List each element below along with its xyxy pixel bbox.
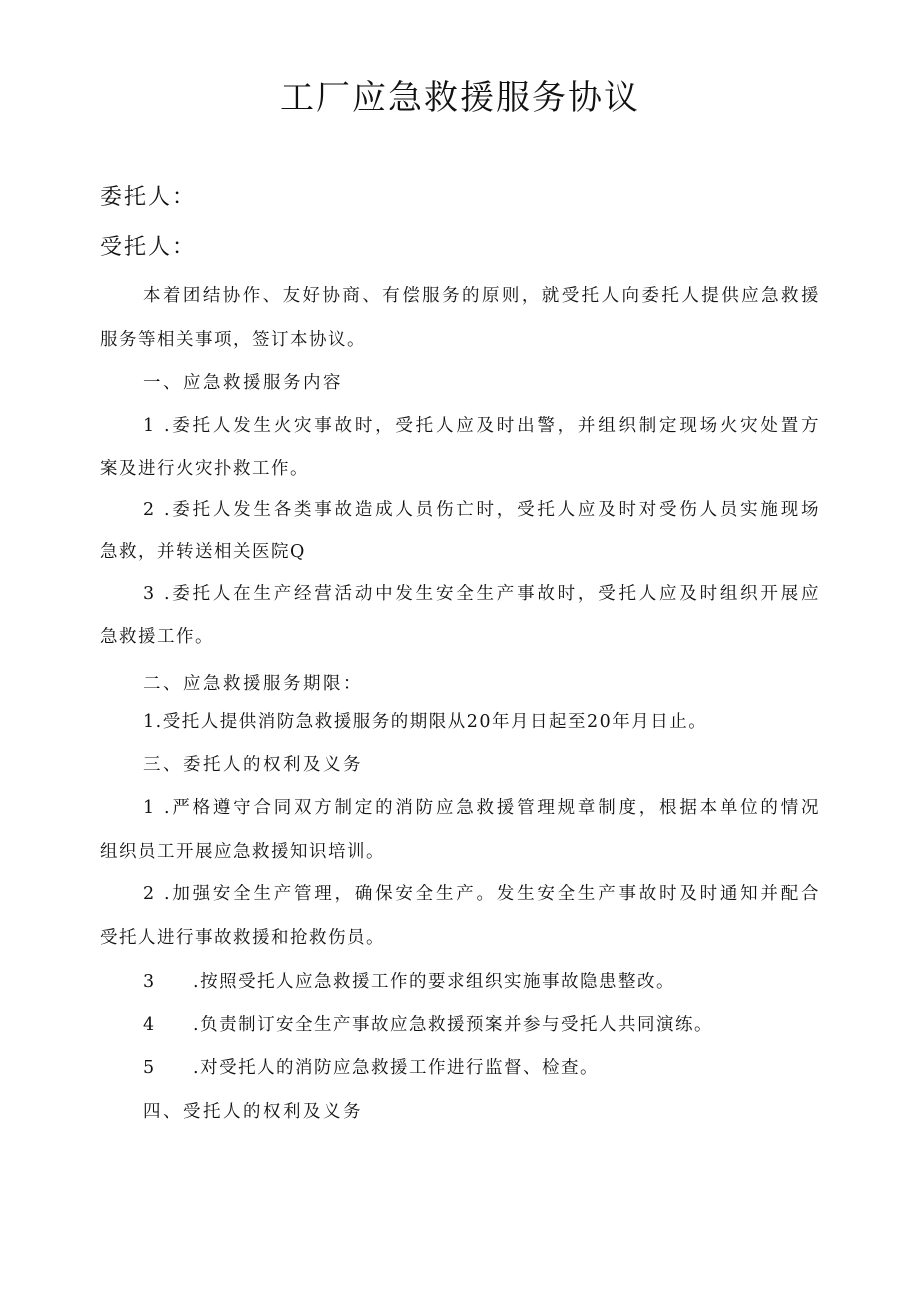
section3-item4-number: 4 [143, 1015, 155, 1035]
intro-line-2: 服务等相关事项，签订本协议。 [100, 330, 366, 350]
section1-item3-line1: 3 .委托人在生产经营活动中发生安全生产事故时，受托人应及时组织开展应 [143, 584, 820, 604]
section2-item1: 1.受托人提供消防急救援服务的期限从20年月日起至20年月日止。 [143, 712, 708, 732]
section1-item2-line2: 急救，并转送相关医院Q [100, 542, 306, 562]
section3-item2-line2: 受托人进行事故救援和抢救伤员。 [100, 928, 385, 948]
section2-heading: 二、应急救援服务期限： [143, 674, 363, 694]
section3-item2-line1: 2 .加强安全生产管理，确保安全生产。发生安全生产事故时及时通知并配合 [143, 884, 820, 904]
section3-item3-text: .按照受托人应急救援工作的要求组织实施事故隐患整改。 [193, 972, 676, 992]
section1-heading: 一、应急救援服务内容 [143, 373, 343, 393]
principal-label: 委托人： [100, 185, 197, 210]
section3-item4-text: .负责制订安全生产事故应急救援预案并参与受托人共同演练。 [193, 1015, 714, 1035]
agent-label: 受托人： [100, 235, 197, 260]
section3-heading: 三、委托人的权利及义务 [143, 755, 363, 775]
section3-item3-number: 3 [143, 972, 155, 992]
section3-item1-line1: 1 .严格遵守合同双方制定的消防应急救援管理规章制度，根据本单位的情况 [143, 798, 820, 818]
section3-item5-text: .对受托人的消防应急救援工作进行监督、检查。 [193, 1058, 600, 1078]
document-title: 工厂应急救援服务协议 [280, 78, 640, 118]
section3-item5-number: 5 [143, 1058, 155, 1078]
intro-line-1: 本着团结协作、友好协商、有偿服务的原则，就受托人向委托人提供应急救援 [143, 286, 820, 306]
section1-item3-line2: 急救援工作。 [100, 627, 214, 647]
section4-heading: 四、受托人的权利及义务 [143, 1102, 363, 1122]
section1-item1-line1: 1 .委托人发生火灾事故时，受托人应及时出警，并组织制定现场火灾处置方 [143, 416, 820, 436]
section1-item2-line1: 2 .委托人发生各类事故造成人员伤亡时，受托人应及时对受伤人员实施现场 [143, 500, 820, 520]
section3-item1-line2: 组织员工开展应急救援知识培训。 [100, 842, 385, 862]
section1-item1-line2: 案及进行火灾扑救工作。 [100, 459, 309, 479]
